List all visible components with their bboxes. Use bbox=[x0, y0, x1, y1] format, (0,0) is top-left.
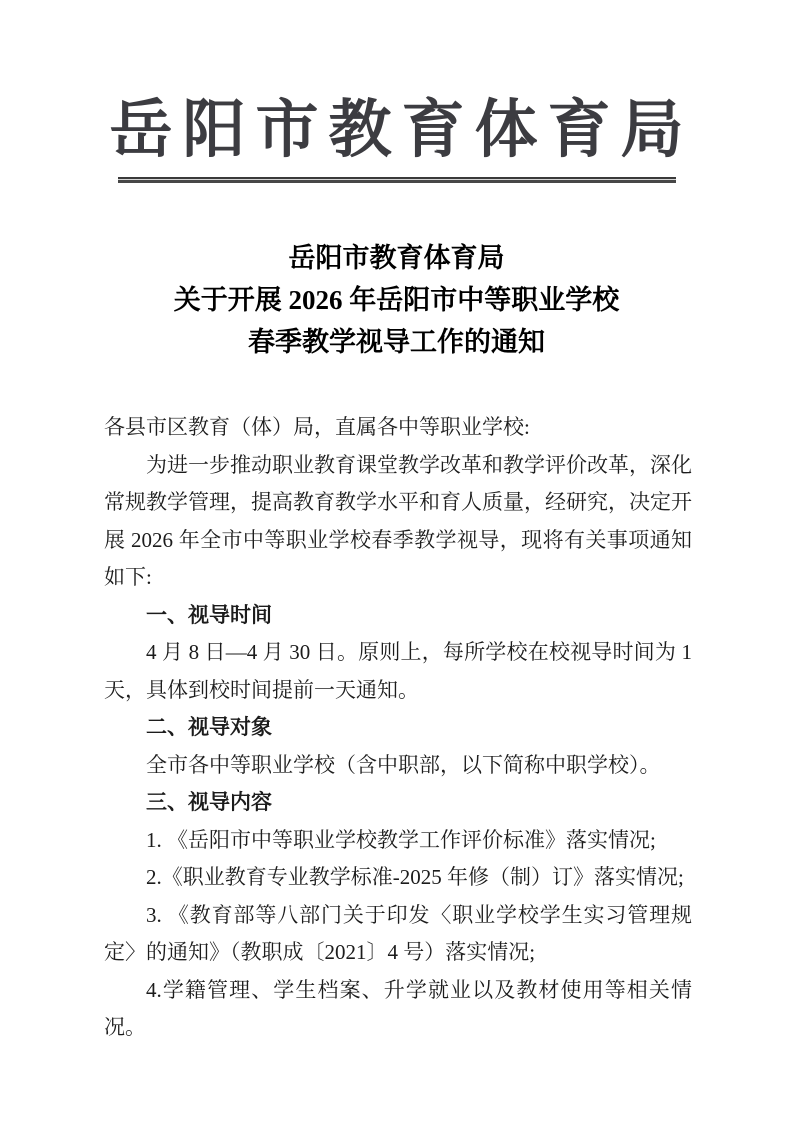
section-heading: 二、视导对象 bbox=[146, 716, 272, 739]
section-heading: 一、视导时间 bbox=[146, 603, 272, 627]
salutation: 各县市区教育（体）局，直属各中等职业学校: bbox=[104, 415, 530, 439]
section-paragraph: 4.学籍管理、学生档案、升学就业以及教材使用等相关情况。 bbox=[104, 977, 692, 1039]
title-line-1: 岳阳市教育体育局 bbox=[288, 243, 505, 273]
title-line-2: 关于开展 2026 年岳阳市中等职业学校 bbox=[173, 285, 620, 315]
section-paragraph: 全市各中等职业学校（含中职部，以下简称中职学校）。 bbox=[146, 752, 661, 777]
intro-paragraph: 为进一步推动职业教育课堂教学改革和教学评价改革，深化常规教学管理，提高教育教学水平和育人质量，经研究，决定开展 2026 年全市中等职业学校春季教学视导，现将有关事项通知如下: bbox=[104, 452, 692, 589]
section-heading: 三、视导内容 bbox=[146, 791, 272, 814]
letterhead-agency-name: 岳阳市教育体育局 bbox=[109, 95, 694, 165]
document-body bbox=[104, 409, 692, 1047]
title-line-3: 春季教学视导工作的通知 bbox=[248, 327, 545, 357]
sections-container bbox=[104, 597, 692, 1047]
document-title bbox=[0, 237, 793, 363]
section-paragraph: 1. 《岳阳市中等职业学校教学工作评价标准》落实情况; bbox=[146, 827, 656, 852]
section-paragraph: 2.《职业教育专业教学标准-2025 年修（制）订》落实情况; bbox=[146, 865, 684, 889]
section-paragraph: 4 月 8 日—4 月 30 日。原则上，每所学校在校视导时间为 1 天，具体到校时间提前一天通知。 bbox=[104, 640, 692, 702]
letterhead-rule bbox=[118, 177, 676, 183]
section-paragraph: 3. 《教育部等八部门关于印发〈职业学校学生实习管理规定〉的通知》（教职成〔2021〕4 号）落实情况; bbox=[104, 902, 692, 964]
